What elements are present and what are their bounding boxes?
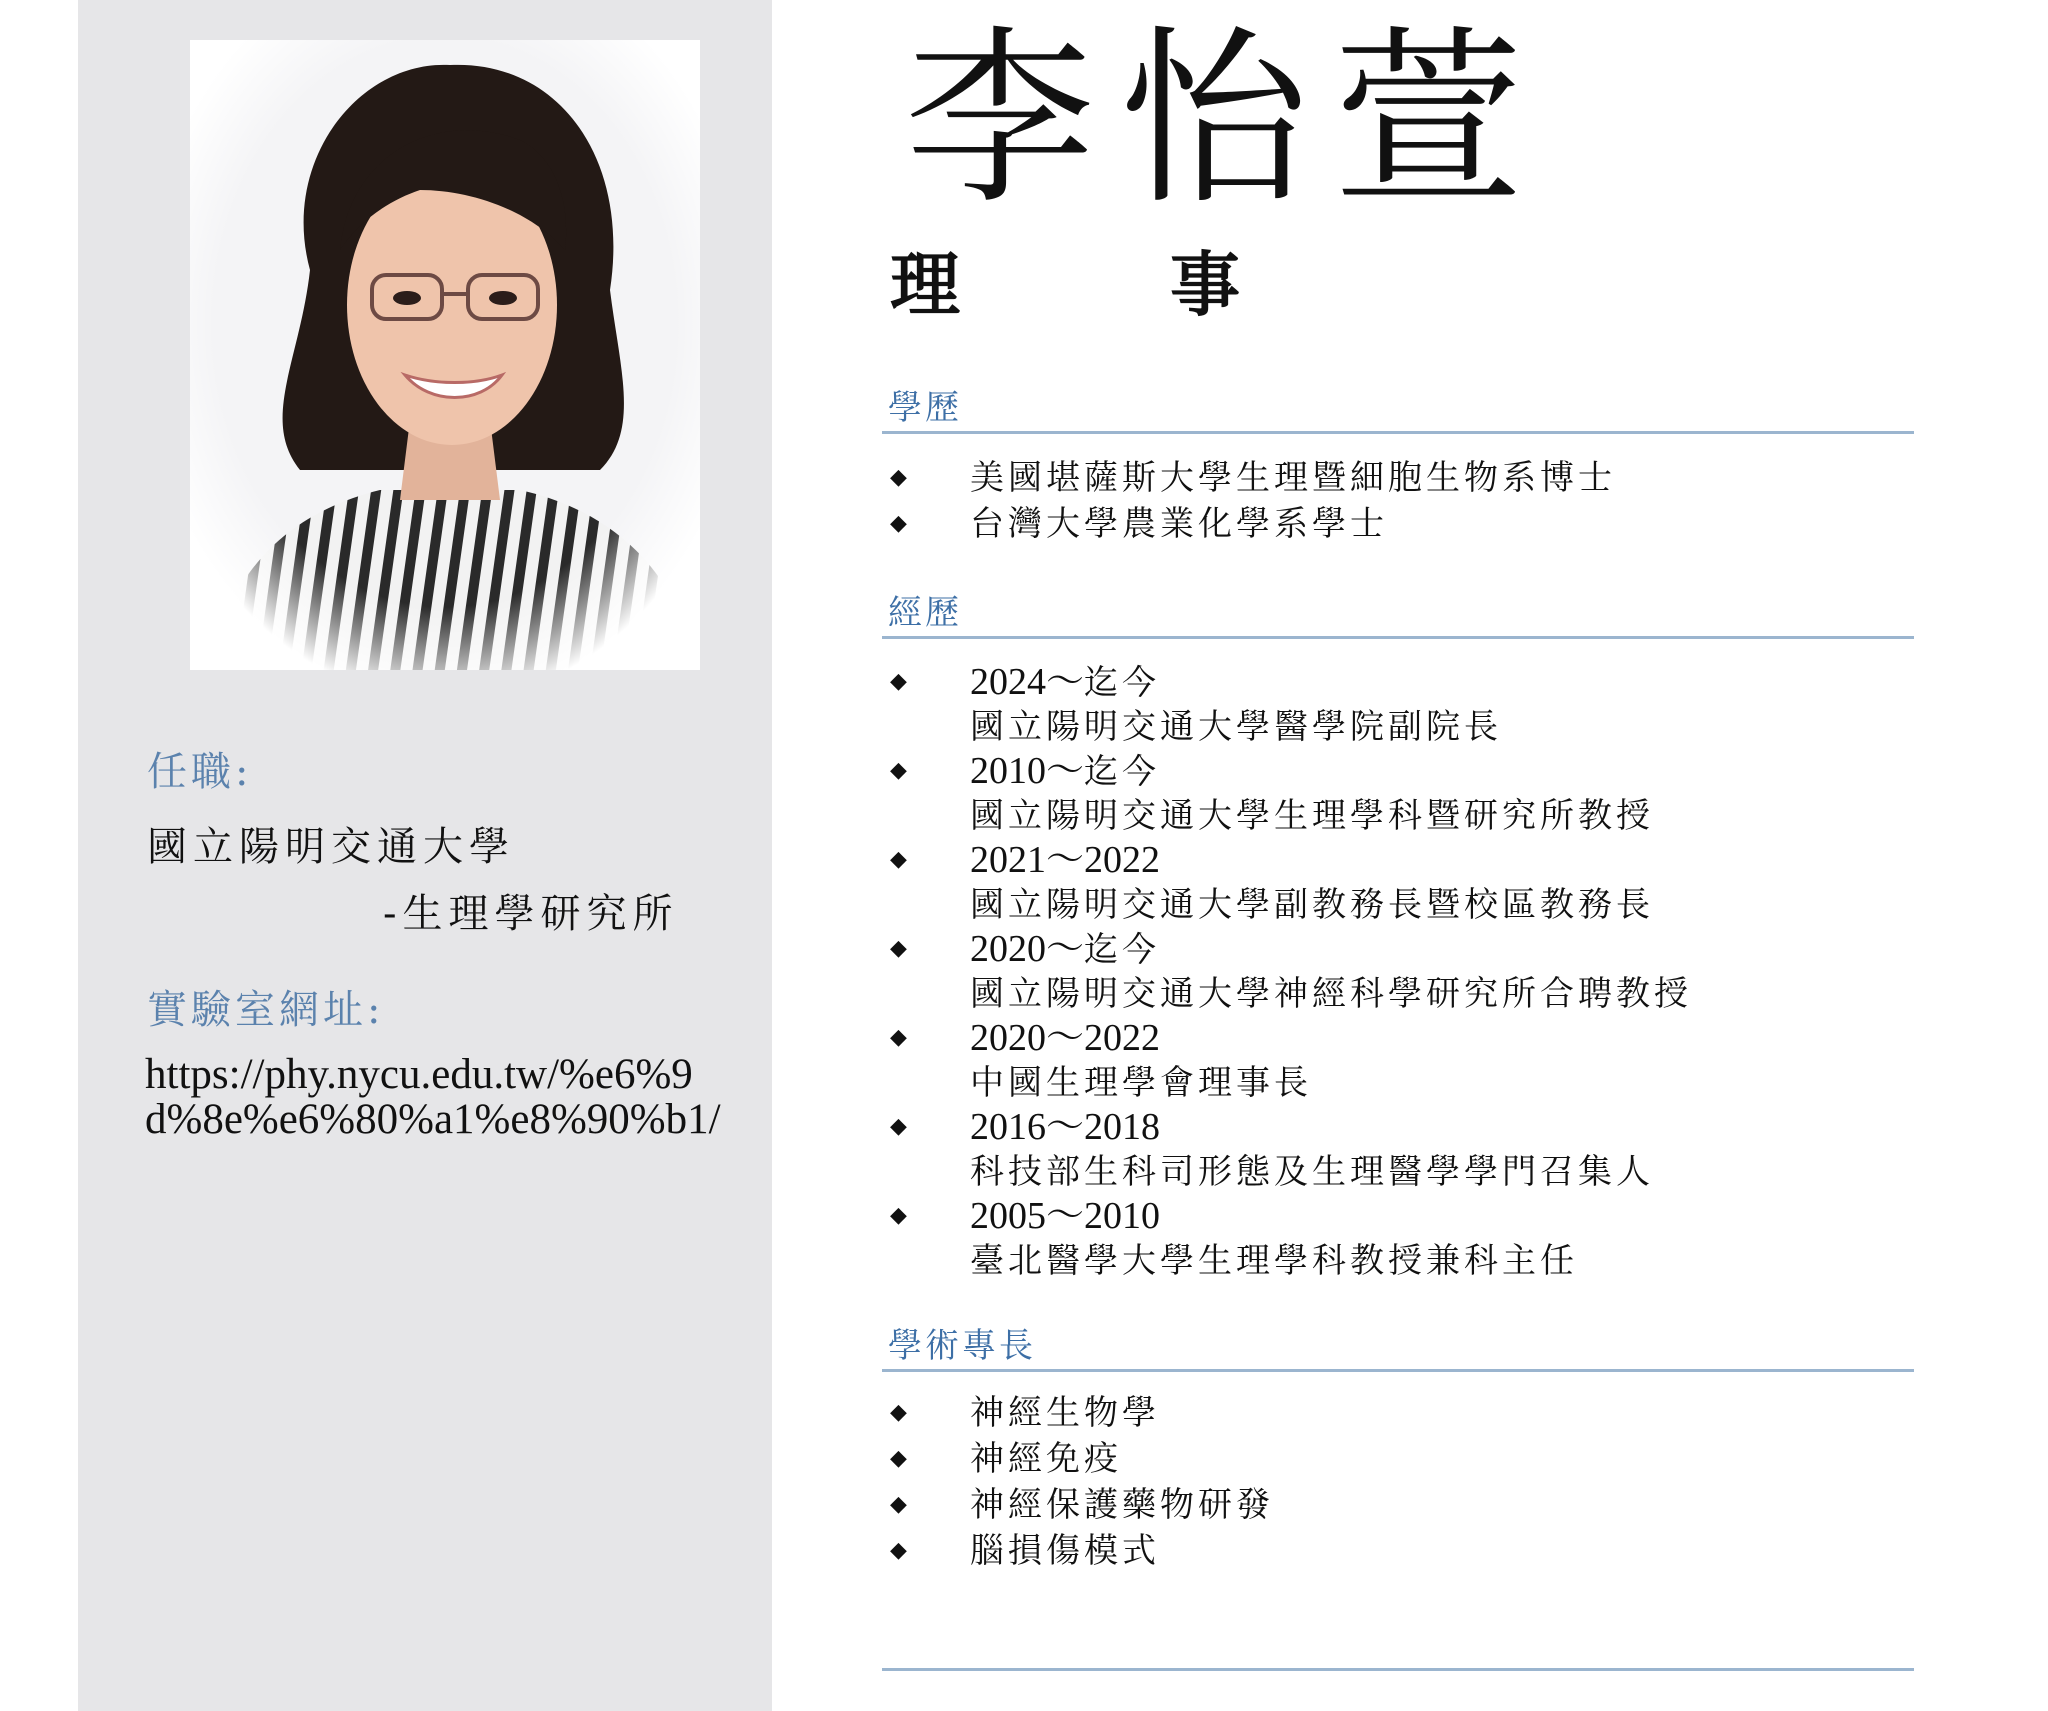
list-item: ◆ 神經免疫 <box>888 1436 1274 1482</box>
diamond-bullet-icon: ◆ <box>890 847 911 872</box>
list-item: ◆ 2024～迄今 國立陽明交通大學醫學院副院長 <box>890 661 1502 747</box>
skills-divider <box>882 1369 1914 1372</box>
list-item: ◆ 2020～迄今 國立陽明交通大學神經科學研究所合聘教授 <box>890 928 1692 1014</box>
list-item: ◆ 2010～迄今 國立陽明交通大學生理學科暨研究所教授 <box>890 750 1654 836</box>
experience-list <box>888 660 1692 1283</box>
diamond-bullet-icon: ◆ <box>890 1400 911 1425</box>
list-item: ◆ 美國堪薩斯大學生理暨細胞生物系博士 <box>888 455 1616 501</box>
list-item: ◆ 2020～2022 中國生理學會理事長 <box>890 1017 1312 1103</box>
diamond-bullet-icon: ◆ <box>890 1446 911 1471</box>
list-item: ◆ 2005～2010 臺北醫學大學生理學科教授兼科主任 <box>890 1195 1578 1281</box>
list-item: ◆ 2021～2022 國立陽明交通大學副教務長暨校區教務長 <box>890 839 1654 925</box>
profile-photo <box>190 40 700 670</box>
list-item: ◆ 神經保護藥物研發 <box>888 1482 1274 1528</box>
diamond-bullet-icon: ◆ <box>890 1114 911 1139</box>
diamond-bullet-icon: ◆ <box>890 511 911 536</box>
list-item: ◆ 2016～2018 科技部生科司形態及生理醫學學門召集人 <box>890 1106 1654 1192</box>
diamond-bullet-icon: ◆ <box>890 1538 911 1563</box>
skills-heading: 學術專長 <box>888 1326 1036 1366</box>
diamond-bullet-icon: ◆ <box>890 669 911 694</box>
position-line-2: -生理學研究所 <box>383 891 679 937</box>
education-divider <box>882 431 1914 434</box>
diamond-bullet-icon: ◆ <box>890 1492 911 1517</box>
experience-divider <box>882 636 1914 639</box>
lab-url-link[interactable]: https://phy.nycu.edu.tw/%e6%9d%8e%e6%80%a1%e8%90%b1/ <box>145 1051 721 1143</box>
diamond-bullet-icon: ◆ <box>890 465 911 490</box>
position-line-1: 國立陽明交通大學 <box>147 824 515 870</box>
diamond-bullet-icon: ◆ <box>890 758 911 783</box>
list-item: ◆ 台灣大學農業化學系學士 <box>888 501 1616 547</box>
diamond-bullet-icon: ◆ <box>890 936 911 961</box>
skills-list <box>888 1390 1274 1574</box>
person-name: 李怡萱 <box>905 9 1548 230</box>
lab-url-label: 實驗室網址: <box>147 987 385 1033</box>
diamond-bullet-icon: ◆ <box>890 1203 911 1228</box>
education-list <box>888 455 1616 547</box>
role-title: 理 事 <box>890 243 1240 326</box>
list-item: ◆ 腦損傷模式 <box>888 1528 1274 1574</box>
bottom-divider <box>882 1668 1914 1671</box>
diamond-bullet-icon: ◆ <box>890 1025 911 1050</box>
position-label: 任職: <box>147 749 253 795</box>
list-item: ◆ 神經生物學 <box>888 1390 1274 1436</box>
education-heading: 學歷 <box>888 388 962 428</box>
experience-heading: 經歷 <box>888 593 962 633</box>
